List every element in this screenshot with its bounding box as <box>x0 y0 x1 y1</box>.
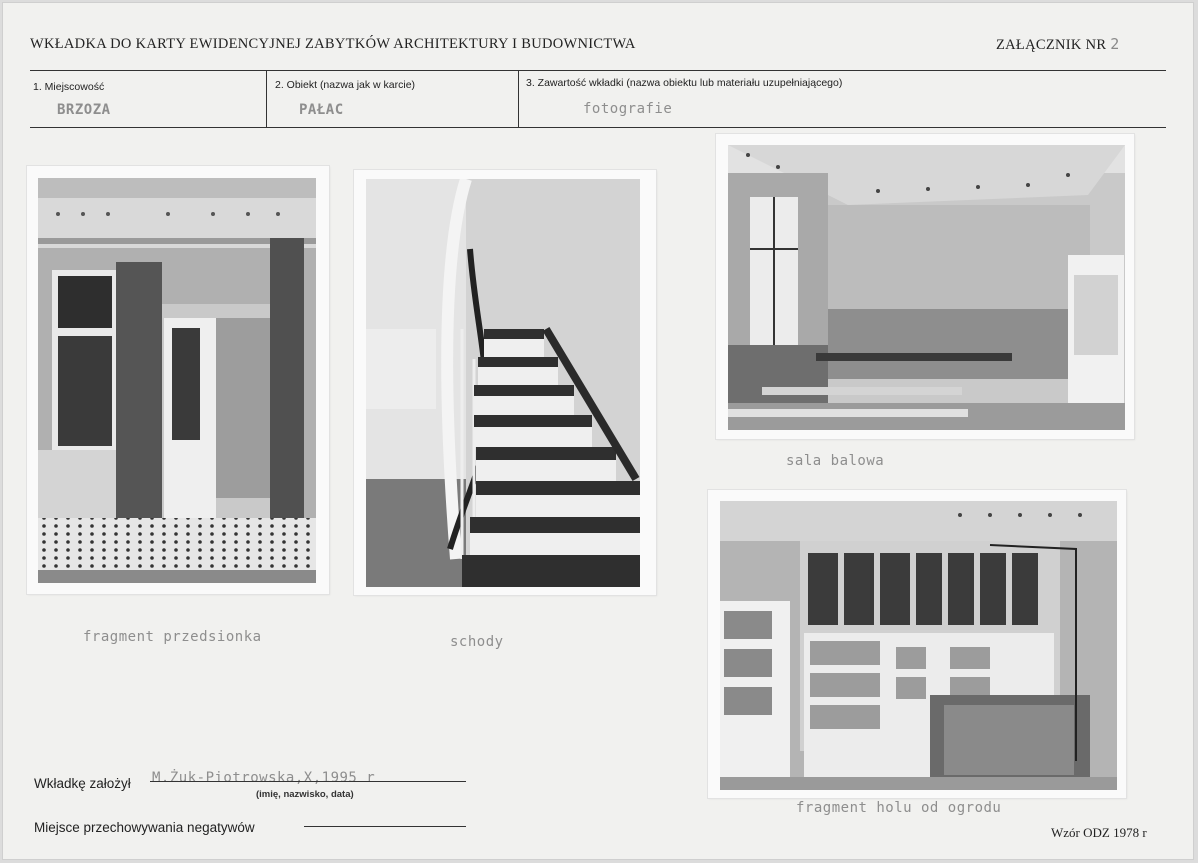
caption-hall: fragment holu od ogrodu <box>796 800 1002 816</box>
negatives-label: Miejsce przechowywania negatywów <box>34 820 255 835</box>
field-contents-label: 3. Zawartość wkładki (nazwa obiektu lub materiału uzupełniającego) <box>526 77 843 89</box>
header-top-rule <box>30 70 1166 71</box>
founder-hint: (imię, nazwisko, data) <box>256 789 354 800</box>
founder-label: Wkładkę założył <box>34 776 131 791</box>
field-contents-value: fotografie <box>583 101 673 117</box>
attachment-label-text: ZAŁĄCZNIK NR <box>996 37 1107 53</box>
photo-ballroom-image <box>728 145 1125 430</box>
form-code: Wzór ODZ 1978 r <box>1051 825 1147 840</box>
caption-vestibule: fragment przedsionka <box>83 629 262 645</box>
field-locality-label: 1. Miejscowość <box>33 81 105 93</box>
attachment-label <box>996 35 1120 54</box>
negatives-line <box>304 826 466 827</box>
caption-stairs: schody <box>450 634 504 650</box>
photo-vestibule-image <box>38 178 316 583</box>
photo-hall <box>708 490 1126 798</box>
field-divider-2 <box>518 71 519 128</box>
photo-stairs-image <box>366 179 640 587</box>
founder-line <box>150 781 466 782</box>
field-object-label: 2. Obiekt (nazwa jak w karcie) <box>275 79 416 91</box>
form-title: WKŁADKA DO KARTY EWIDENCYJNEJ ZABYTKÓW ARCHITEKTURY I BUDOWNICTWA <box>30 36 636 52</box>
photo-hall-image <box>720 501 1117 790</box>
caption-ballroom: sala balowa <box>786 453 885 469</box>
field-divider-1 <box>266 71 267 128</box>
photo-ballroom <box>716 134 1134 439</box>
field-object-value: PAŁAC <box>299 102 344 118</box>
attachment-number: 2 <box>1110 35 1120 53</box>
field-locality-value: BRZOZA <box>57 102 111 118</box>
header-bottom-rule <box>30 127 1166 128</box>
founder-value: M.Żuk-Piotrowska,X,1995 r <box>152 770 376 786</box>
photo-vestibule <box>27 166 329 594</box>
photo-stairs <box>354 170 656 595</box>
